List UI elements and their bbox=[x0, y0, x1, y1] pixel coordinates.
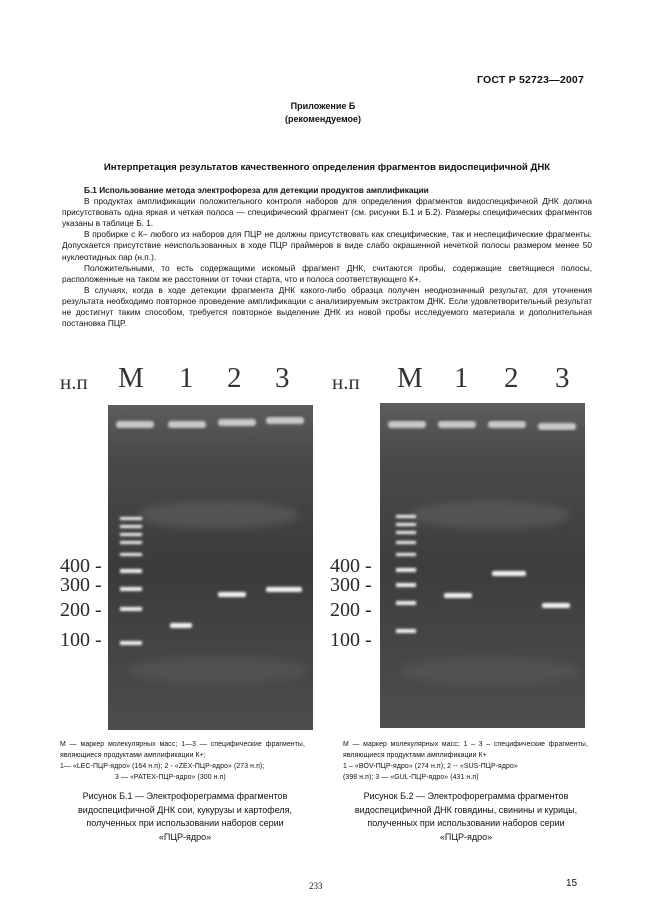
figure1-lane-labels bbox=[60, 362, 310, 402]
figure1-lane-m: M bbox=[118, 362, 144, 394]
page-number-right: 15 bbox=[566, 878, 578, 889]
figure2-legend-line3: (398 н.п); 3 — «GUL-ПЦР-ядро» (431 н.п) bbox=[343, 774, 479, 781]
figure2-lane-labels bbox=[332, 362, 592, 402]
figure1-ladder-200: 200 - bbox=[60, 599, 102, 621]
section-heading: Интерпретация результатов качественного определения фрагментов видоспецифичной ДНК bbox=[103, 162, 551, 173]
document-code: ГОСТ Р 52723—2007 bbox=[476, 74, 584, 86]
figure1-caption bbox=[60, 790, 310, 844]
figure1-unit-label: н.п bbox=[60, 370, 88, 394]
paragraph-4: В случаях, когда в ходе детекции фрагмента ДНК какого-либо образца получен неоднозначный результат, для уточнения результата необходимо повторное проведение амплификации с анализируемым экстрактом ДНК. Если удовлетворительный результат не достигнут таким способом, требуется повторное выделение ДНК из новой пробы исследуемого материала и дополнительная постановка ПЦР. bbox=[62, 284, 592, 329]
paragraph-3: Положительными, то есть содержащими искомый фрагмент ДНК, считаются пробы, содержащие светящиеся полосы, расположенные на таком же расстоянии от точки старта, что и полоса соответствующего К+. bbox=[62, 262, 592, 284]
figure2-gel-image bbox=[380, 403, 585, 728]
figure1-lane-3: 3 bbox=[275, 362, 290, 394]
figure1-caption-line3: полученных при использовании наборов серии bbox=[86, 818, 284, 829]
figure2-unit-label: н.п bbox=[332, 370, 360, 394]
paragraph-1: В продуктах амплификации положительного контроля наборов для определения фрагментов видоспецифичной ДНК должна присутствовать одна яркая и четкая полоса — специфический фрагмент (см. рисунки Б.1 и Б.2). Размеры специфических фрагментов указаны в таблице Б. 1. bbox=[62, 196, 592, 229]
figure1-lane-2: 2 bbox=[227, 362, 242, 394]
figure1-caption-line1: Рисунок Б.1 — Электрофореграмма фрагментов bbox=[82, 791, 288, 801]
page-number-center: 233 bbox=[309, 881, 323, 891]
figure2-caption-line1: Рисунок Б.2 — Электрофореграмма фрагментов bbox=[363, 791, 569, 801]
figure2-lane-m: M bbox=[397, 362, 423, 394]
figure2-caption-line3: полученных при использовании наборов серии bbox=[367, 818, 565, 829]
figure1-ladder-100: 100 - bbox=[60, 629, 102, 651]
figure1-ladder bbox=[60, 555, 120, 665]
subsection-heading: Б.1 Использование метода электрофореза для детекции продуктов амплификации bbox=[84, 185, 429, 195]
figure1-ladder-300: 300 - bbox=[60, 574, 102, 596]
figure1-caption-line2: видоспецифичной ДНК сои, кукурузы и картофеля, bbox=[78, 804, 292, 815]
figure1-caption-line4: «ПЦР-ядро» bbox=[158, 831, 212, 842]
figure2-caption bbox=[341, 790, 591, 844]
appendix-title: Приложение Б bbox=[290, 101, 356, 111]
figure2-legend-line1: М — маркер молекулярных масс; 1 – 3 – специфические фрагменты, являющиеся продуктами амплификации К+ bbox=[343, 741, 588, 759]
body-text bbox=[62, 185, 592, 329]
figure2-ladder-400: 400 - bbox=[330, 555, 372, 577]
figure1-legend bbox=[60, 739, 305, 783]
figure1-ladder-400: 400 - bbox=[60, 555, 102, 577]
figure1-legend-line2: 1— «LEC-ПЦР-ядро» (164 н.п); 2 - «ZEX-ПЦР-ядро» (273 н.п); bbox=[60, 763, 265, 770]
figure2-caption-line4: «ПЦР-ядро» bbox=[439, 831, 493, 842]
figure1-gel-image bbox=[108, 405, 313, 730]
figure2-lane-2: 2 bbox=[504, 362, 519, 394]
appendix-subtitle: (рекомендуемое) bbox=[285, 114, 361, 124]
paragraph-2: В пробирке с К– любого из наборов для ПЦР не должны присутствовать как специфические, так и неспецифические фрагменты. Допускается присутствие неиспользованных в ходе ПЦР праймеров в виде слабо окрашенной нечеткой полосы размером менее 50 нуклеотидных пар (н.п.). bbox=[62, 229, 592, 262]
figure1-lane-1: 1 bbox=[179, 362, 194, 394]
figure2-caption-line2: видоспецифичной ДНК говядины, свинины и курицы, bbox=[354, 804, 578, 815]
figure2-ladder-300: 300 - bbox=[330, 574, 372, 596]
figure2-ladder-200: 200 - bbox=[330, 599, 372, 621]
figure2-lane-1: 1 bbox=[454, 362, 469, 394]
figure1-legend-line3: 3 — «РАТЕХ-ПЦР-ядро» (300 н.п) bbox=[115, 774, 226, 781]
figure2-legend-line2: 1 – «BOV-ПЦР-ядро» (274 н.п); 2 -- «SUS-ПЦР-ядро» bbox=[343, 763, 518, 770]
figure2-ladder-100: 100 - bbox=[330, 629, 372, 651]
figure1-legend-line1: М — маркер молекулярных масс; 1—3 — специфические фрагменты, являющиеся продуктами амплификации К+; bbox=[60, 741, 305, 759]
figure2-ladder bbox=[330, 555, 390, 665]
figure2-lane-3: 3 bbox=[555, 362, 570, 394]
figure2-legend bbox=[343, 739, 588, 783]
